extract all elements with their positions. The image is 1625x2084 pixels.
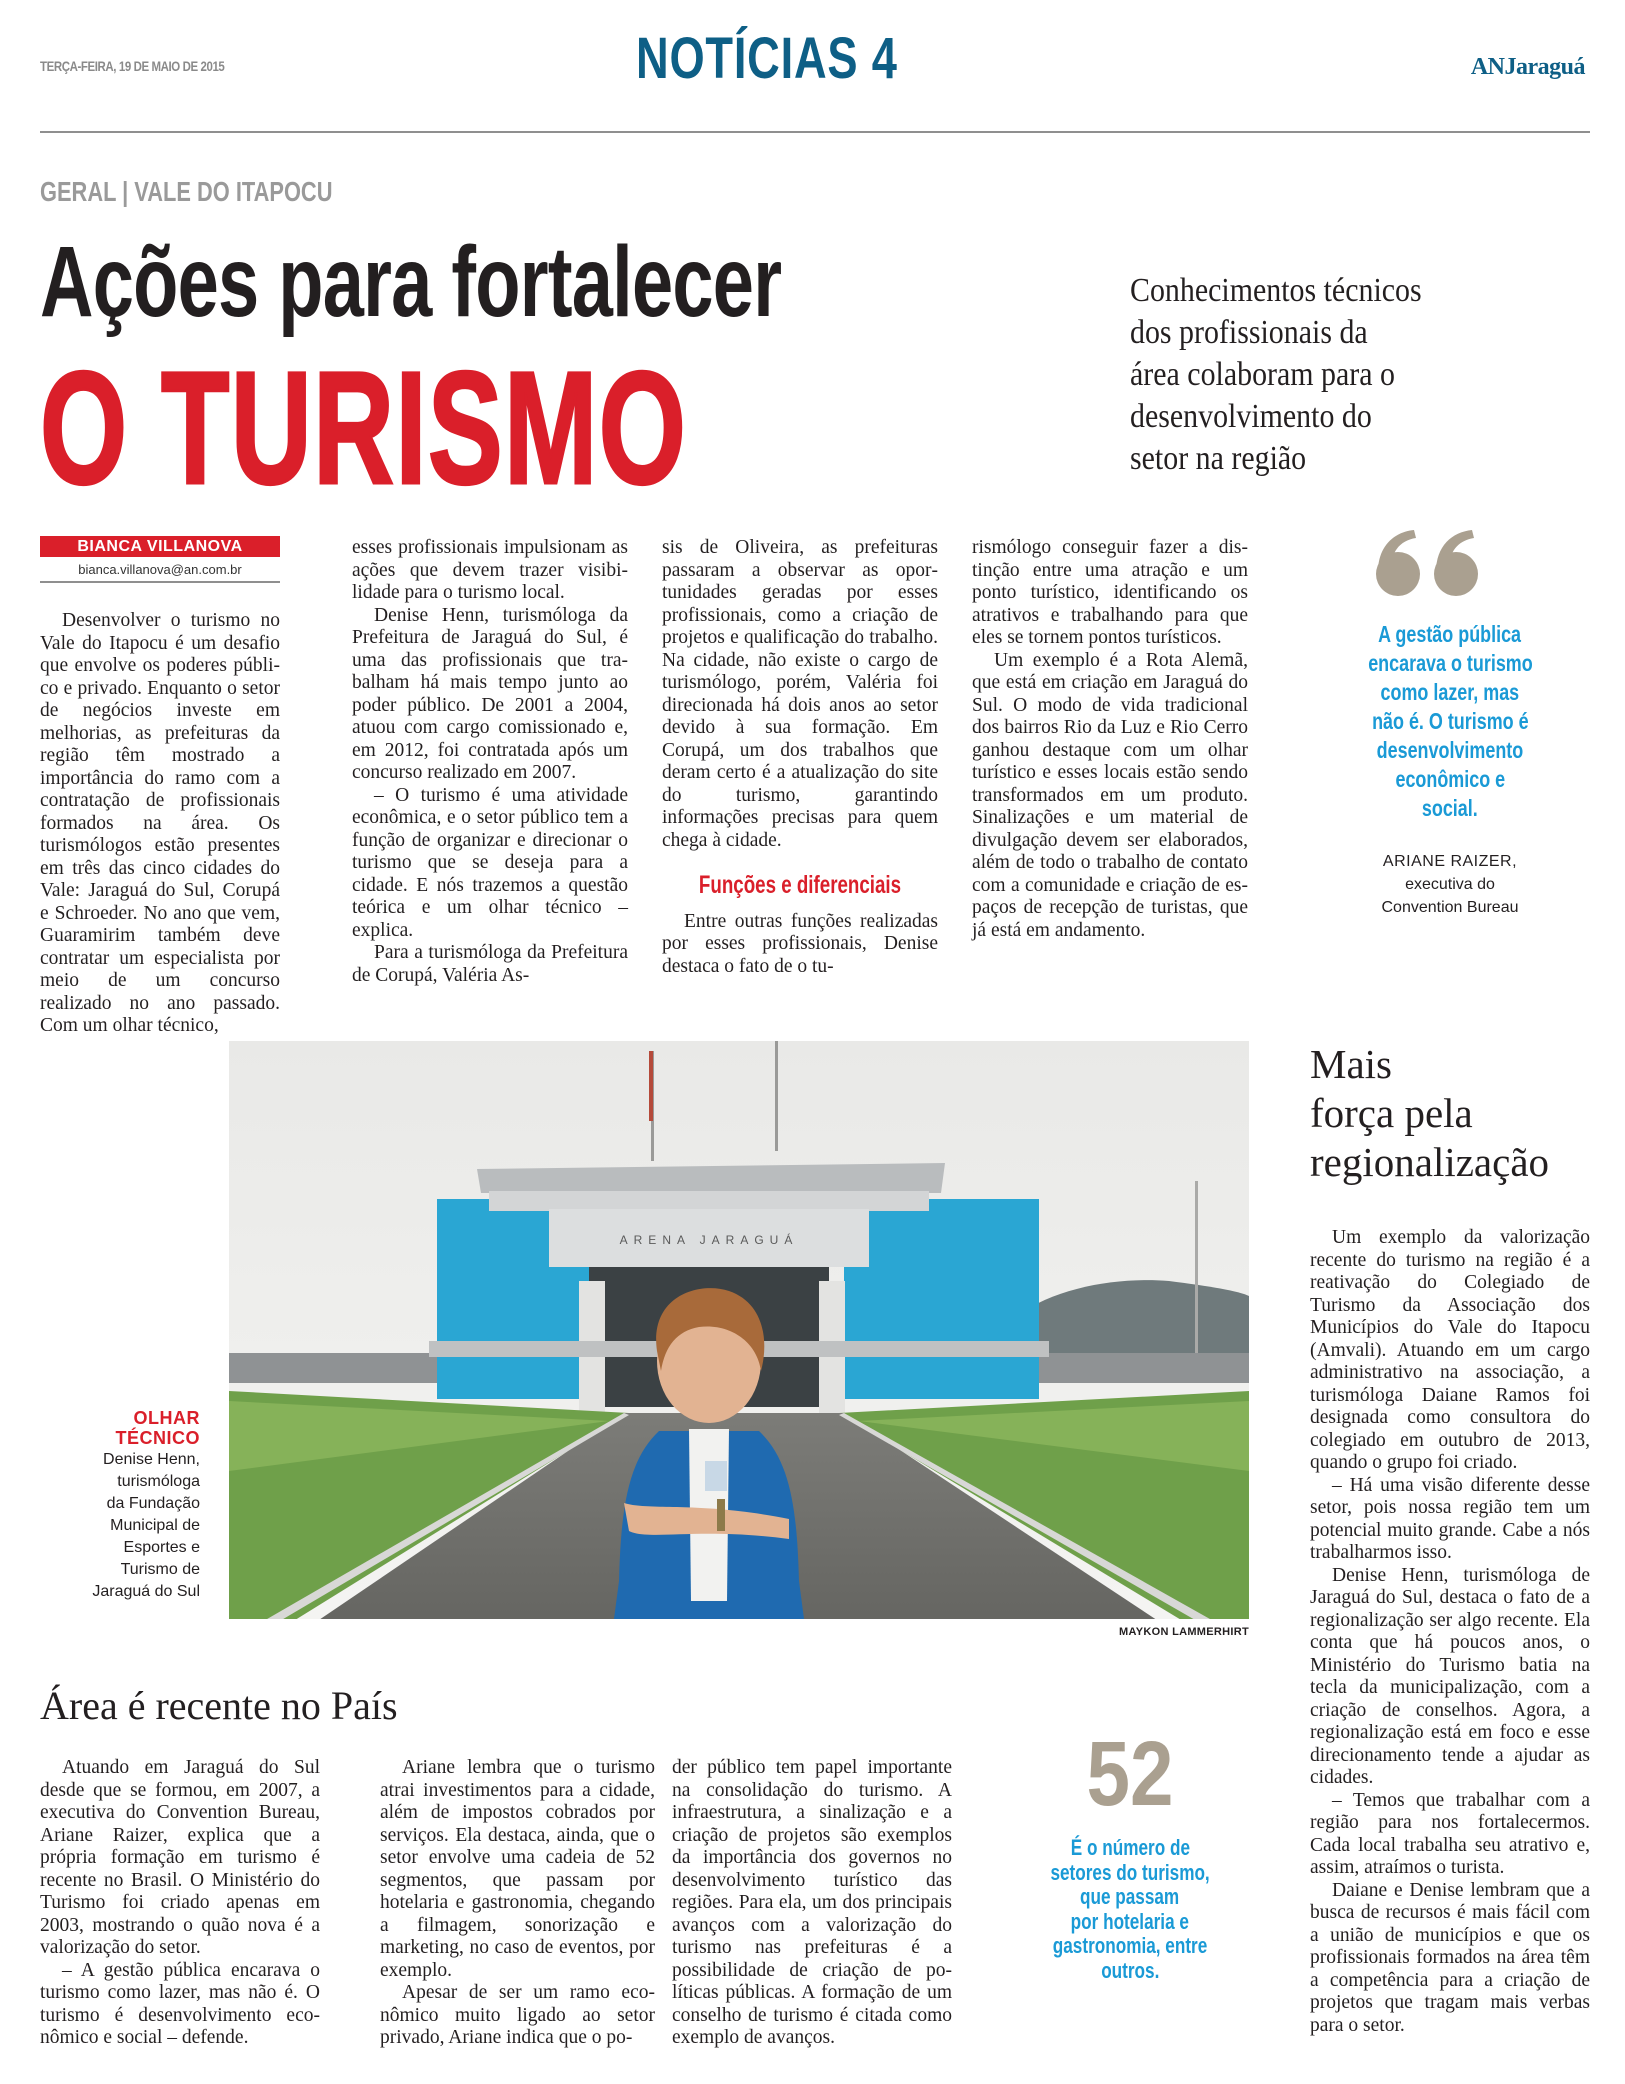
headline-line-1: Ações para fortalecer [40, 226, 782, 338]
paragraph: – Há uma visão diferente desse setor, pois nossa região tem um potencial muito grande. Cabe a nós trabalharmos isso. [1310, 1474, 1590, 1563]
bottom-column-1 [40, 1757, 320, 2050]
paragraph: – A gestão pública encarava o turismo como lazer, mas não é. O turismo é desenvolvimento econômico e social – defende. [40, 1959, 320, 2048]
attribution-name: ARIANE RAIZER, [1382, 853, 1518, 870]
deck-line: área colaboram para o [1130, 356, 1395, 393]
stat-line: gastronomia, entre [1052, 1933, 1208, 1958]
paragraph: Para a turismóloga da Prefeitura de Corupá, Valéria As- [352, 942, 628, 986]
paragraph: Um exemplo da valorização recente do turismo na região é a reativação do Colegiado de Turismo da Associação dos Municípios do Vale do Itapocu (Amvali). Atuando em um cargo administrativo na associação, a turismóloga Daiane Ramos foi designada como consultora do colegiado em outubro de 2013, quando o grupo foi criado. [1310, 1227, 1590, 1473]
caption-line: Municipal de [110, 1517, 200, 1534]
section-title: NOTÍCIAS 4 [636, 26, 898, 91]
byline-email-link[interactable]: bianca.villanova@an.com.br [78, 562, 242, 577]
stat-line: que passam [1080, 1884, 1180, 1909]
paragraph: – O turismo é uma atividade econômica, e o setor público tem a função de organizar e direcionar o turismo que se deseja para a cidade. E nós trazemos a questão teórica e um olhar técnico – explica. [352, 784, 628, 941]
bottom-article-title: Área é recente no País [40, 1683, 398, 1728]
sidebar-title-line: regionalização [1310, 1139, 1550, 1185]
paragraph: Denise Henn, turismóloga de Jaraguá do Sul, destaca o fato de a regionalização ser algo recente. Ela conta que há poucos anos, o Ministério do Turismo batia na tecla da municipalização, com a criação de conselhos. Agora, a regionalização está em foco e esse direcionamento tende a ajudar as cidades. [1310, 1564, 1590, 1788]
caption-line: Jaraguá do Sul [92, 1583, 200, 1600]
paragraph: Apesar de ser um ramo econômico muito ligado ao setor privado, Ariane indica que o po- [380, 1982, 655, 2048]
issue-date: TERÇA-FEIRA, 19 DE MAIO DE 2015 [40, 58, 225, 74]
pull-quote-line: desenvolvimento [1376, 737, 1524, 763]
sidebar-title-line: Mais [1310, 1041, 1392, 1087]
stat-number: 52 [1086, 1723, 1174, 1825]
bottom-column-2 [380, 1757, 655, 2050]
caption-line: Turismo de [120, 1561, 200, 1578]
caption-line: da Fundação [106, 1495, 200, 1512]
sidebar-title [1310, 1040, 1610, 1187]
quote-open-icon [1370, 528, 1490, 598]
subheading: Funções e diferenciais [698, 871, 902, 899]
attribution-role: executiva do [1405, 876, 1495, 893]
caption-line: Esportes e [123, 1539, 200, 1556]
stat-description [1010, 1836, 1250, 1983]
paragraph: der público tem papel importante na consolidação do turismo. A infraestrutura, a sinalização e a criação de projetos são exemplos da importância dos governos no desenvolvimento turístico das regiões. Para ela, um dos principais avanços com a valorização do turismo nas prefeituras é a possibilidade de criação de políticas públicas. A formação de um conselho de turismo é citada como exemplo de avanços. [672, 1757, 952, 2048]
header-divider [40, 131, 1590, 133]
article-deck [1130, 270, 1447, 480]
paragraph: Desenvolver o turismo no Vale do Itapocu é um desafio que envolve os poderes público e privado. Enquanto o setor de negócios investe em melhorias, as prefeituras da região têm mostrado a importância do ramo com a contratação de profissionais formados na área. Os turismólogos estão presentes em três das cinco cidades do Vale: Jaraguá do Sul, Corupá e Schroeder. No ano que vem, Guaramirim também deve contratar um especialista por meio de um concurso realizado no ano passado. Com um olhar técnico, [40, 610, 280, 1036]
paragraph: Denise Henn, turismóloga da Prefeitura de Jaraguá do Sul, é uma das profissionais que trabalham há mais tempo junto ao poder público. De 2001 a 2004, atuou com cargo comissionado e, em 2012, foi contratada após um concurso realizado em 2007. [352, 604, 628, 783]
headline-line-2: O TURISMO [40, 338, 688, 517]
caption-line: turismóloga [117, 1473, 200, 1490]
sidebar-column [1310, 1227, 1590, 2037]
caption-kicker: TÉCNICO [115, 1428, 200, 1448]
article-column-4 [972, 537, 1248, 942]
pull-quote-line: social. [1422, 795, 1478, 821]
stat-line: É o número de [1070, 1835, 1190, 1860]
bottom-column-3 [672, 1757, 952, 2050]
building-sign: ARENA JARAGUÁ [619, 1233, 799, 1247]
article-column-1 [40, 610, 280, 1038]
caption-text [40, 1449, 200, 1603]
article-photo[interactable] [229, 1041, 1249, 1619]
article-kicker: GERAL | VALE DO ITAPOCU [40, 176, 333, 207]
caption-line: Denise Henn, [103, 1451, 200, 1468]
photo-credit: MAYKON LAMMERHIRT [1119, 1626, 1249, 1638]
caption-kicker: OLHAR [133, 1408, 200, 1428]
paragraph: rismólogo conseguir fazer a distinção entre uma atração e um ponto turístico, identificando os atrativos e trabalhando para que eles se tornem pontos turísticos. [972, 537, 1248, 648]
photo-caption [40, 1408, 200, 1603]
article-column-2 [352, 537, 628, 987]
byline-author: BIANCA VILLANOVA [40, 536, 280, 557]
brand-logo: ANJaraguá [1470, 54, 1585, 80]
byline-divider [40, 581, 280, 583]
paragraph: Ariane lembra que o turismo atrai investimentos para a cidade, além de impostos cobrados por serviços. Ela destaca, ainda, que o setor envolve uma cadeia de 52 segmentos, que passam por hotelaria e gastronomia, chegando a filmagem, sonorização e marketing, no caso de eventos, por exemplo. [380, 1757, 655, 1981]
sidebar-title-line: força pela [1310, 1090, 1473, 1136]
deck-line: setor na região [1130, 440, 1307, 477]
pull-quote-line: não é. O turismo é [1371, 708, 1529, 734]
pull-quote-line: econômico e [1395, 766, 1505, 792]
deck-line: desenvolvimento do [1130, 398, 1372, 435]
paragraph: esses profissionais impulsionam as ações que devem trazer visibilidade para o turismo local. [352, 537, 628, 603]
paragraph: sis de Oliveira, as prefeituras passaram a observar as oportunidades geradas por esses profissionais, como a criação de projetos e qualificação do trabalho. Na cidade, não existe o cargo de turismólogo, porém, Valéria foi direcionada há dois anos ao setor devido à sua formação. Em Corupá, um dos trabalhos que deram certo é a atualização do site do turismo, garantindo informações precisas para quem chega à cidade. [662, 537, 938, 851]
stat-line: setores do turismo, [1050, 1859, 1210, 1885]
pull-quote-line: como lazer, mas [1380, 679, 1520, 705]
deck-line: dos profissionais da [1130, 314, 1368, 351]
pull-quote-line: encarava o turismo [1367, 650, 1533, 676]
article-column-3 [662, 537, 938, 978]
photo-illustration [229, 1041, 1249, 1619]
deck-line: Conhecimentos técnicos [1130, 272, 1422, 309]
pull-quote-line: A gestão pública [1378, 621, 1522, 647]
stat-line: outros. [1100, 1957, 1160, 1983]
paragraph: Daiane e Denise lembram que a busca de recursos é mais fácil com a união de municípios e que os profissionais formados na área têm a competência para a criação de projetos que tragam mais verbas para o setor. [1310, 1879, 1590, 2036]
pull-quote [1320, 620, 1580, 823]
paragraph: Atuando em Jaraguá do Sul desde que se formou, em 2007, a executiva do Convention Bureau, Ariane Raizer, explica que a própria formação em turismo é recente no Brasil. O Ministério do Turismo foi criado apenas em 2003, mostrando o quão nova é a valorização do setor. [40, 1757, 320, 1958]
paragraph: – Temos que trabalhar com a região para nos fortalecermos. Cada local trabalha seu atrativo e, assim, atraímos o turista. [1310, 1789, 1590, 1878]
attribution-role: Convention Bureau [1381, 899, 1519, 916]
stat-line: por hotelaria e [1070, 1908, 1190, 1934]
pull-quote-attribution [1320, 850, 1580, 919]
paragraph: Entre outras funções realizadas por esses profissionais, Denise destaca o fato de o tu- [662, 910, 938, 977]
paragraph: Um exemplo é a Rota Alemã, que está em criação em Jaraguá do Sul. O modo de vida tradicional dos bairros Rio da Luz e Rio Cerro ganhou destaque com um olhar turístico e esses locais estão sendo transformados em um produto. Sinalizações e um material de divulgação devem ser elaborados, além de todo o trabalho de contato com a comunidade e criação de espaços de recepção de turistas, que já está em andamento. [972, 649, 1248, 941]
